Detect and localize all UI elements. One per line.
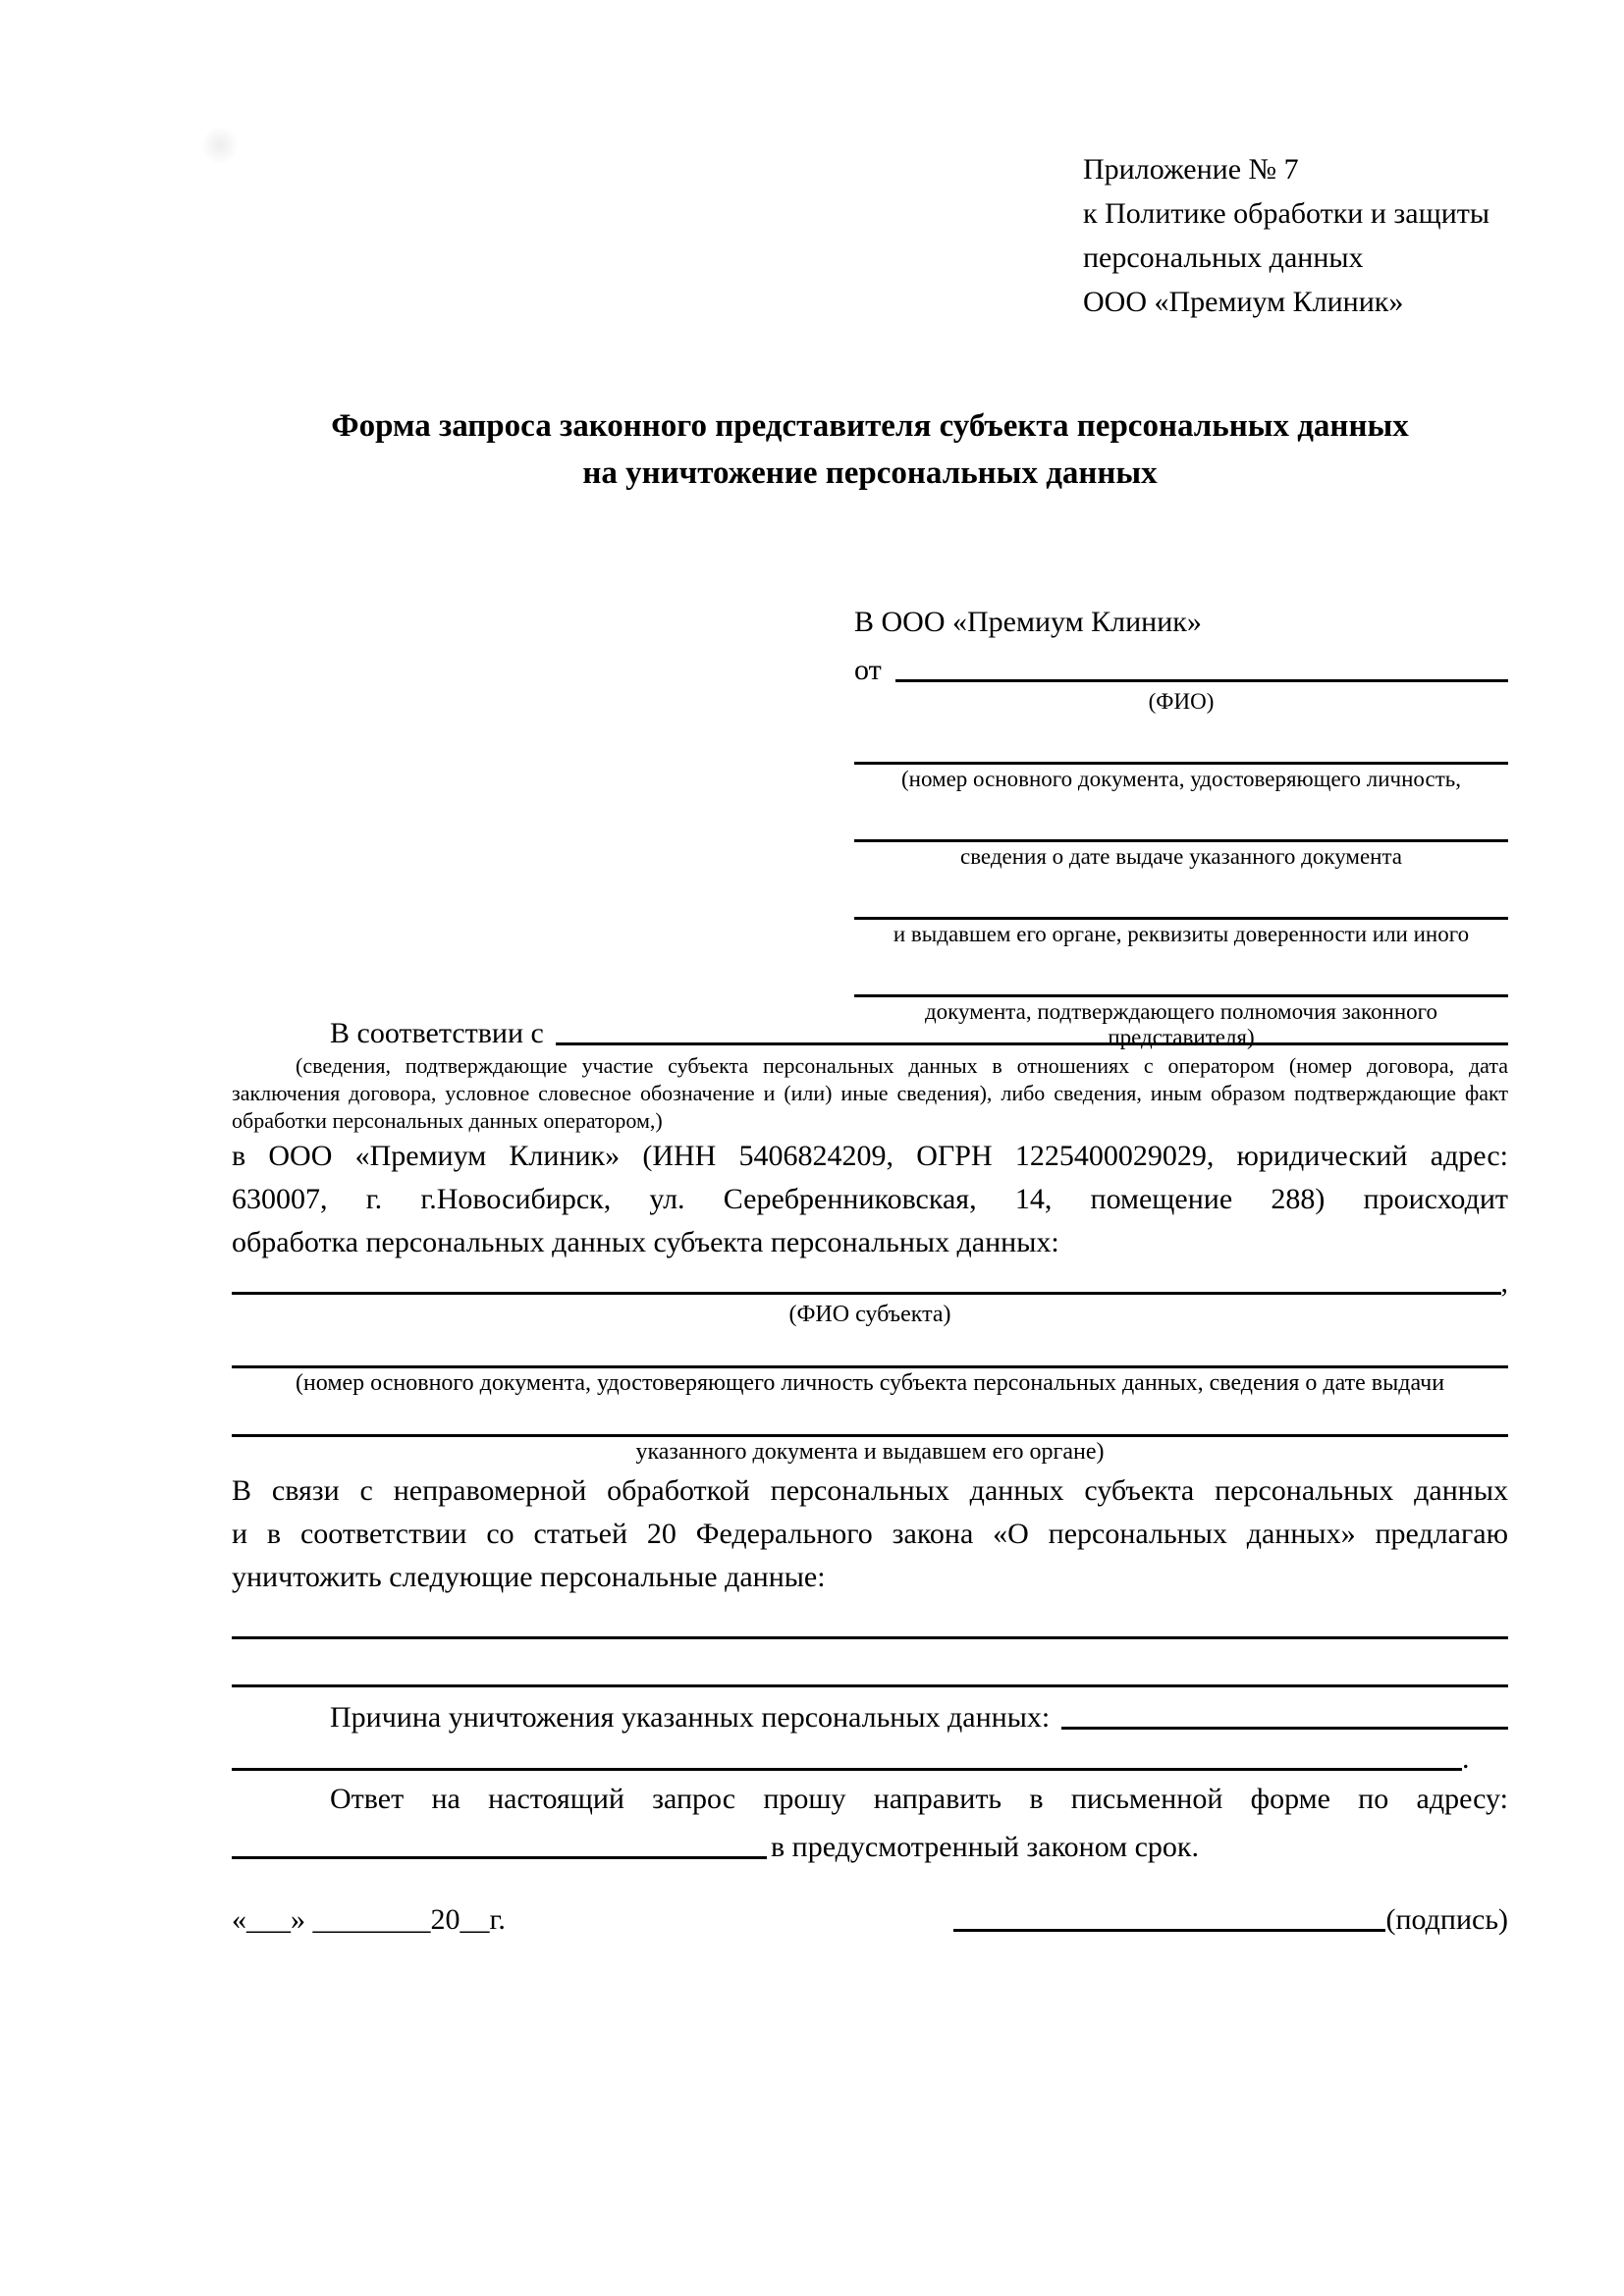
note-line: обработки персональных данных оператором,) (232, 1108, 663, 1133)
paragraph-line: и в соответствии со статьей 20 Федерального закона «О персональных данных» предлагаю (232, 1518, 1508, 1550)
subject-doc-blank-line (232, 1340, 1508, 1368)
from-label: от (854, 654, 882, 686)
header-line: Приложение № 7 (1083, 153, 1299, 186)
addressee-to: В ООО «Премиум Клиник» (854, 606, 1202, 638)
addressee-blank-line (854, 961, 1508, 997)
reason-row (232, 1693, 1508, 1735)
addressee-blank-line (854, 806, 1508, 842)
header-line: персональных данных (1083, 241, 1364, 274)
reason-lead: Причина уничтожения указанных персональных данных: (330, 1701, 1051, 1734)
paragraph-line: В связи с неправомерной обработкой персональных данных субъекта персональных данных (232, 1474, 1508, 1507)
addressee-caption: и выдавшем его органе, реквизиты доверенности или иного (893, 922, 1470, 946)
signature-caption: (подпись) (1385, 1903, 1508, 1936)
from-row (854, 644, 1508, 687)
data-blank-line (232, 1605, 1508, 1639)
paragraph-line: 630007, г. г.Новосибирск, ул. Серебренниковская, 14, помещение 288) происходит (232, 1183, 1508, 1215)
accordance-lead: В соответствии с (330, 1017, 544, 1049)
body-block (232, 1011, 1508, 1937)
subject-fio-blank-line (232, 1292, 1501, 1295)
subject-doc-caption: (номер основного документа, удостоверяющего личность субъекта персональных данных, сведения о дате выдачи (295, 1370, 1445, 1396)
paragraph-line: уничтожить следующие персональные данные: (232, 1561, 826, 1593)
address-blank-line (232, 1856, 767, 1859)
from-blank-line (895, 679, 1508, 682)
subject-doc-blank-line (232, 1409, 1508, 1437)
scan-smudge (201, 126, 239, 165)
header-block (1083, 147, 1489, 324)
signature-blank-line (953, 1929, 1385, 1932)
addressee-blank-line (854, 728, 1508, 765)
addressee-block (854, 601, 1508, 1050)
signature-group (953, 1903, 1508, 1937)
header-line: ООО «Премиум Клиник» (1083, 286, 1404, 318)
reply-paragraph (232, 1778, 1508, 1821)
data-blank-line (232, 1651, 1508, 1687)
addressee-caption: (номер основного документа, удостоверяющего личность, (900, 767, 1461, 791)
header-line: к Политике обработки и защиты (1083, 197, 1490, 230)
reply-address-row (232, 1821, 1508, 1864)
title-line: на уничтожение персональных данных (582, 455, 1158, 491)
paragraph-line: в ООО «Премиум Клиник» (ИНН 5406824209, ОГРН 1225400029029, юридический адрес: (232, 1140, 1508, 1172)
note-line: заключения договора, условное словесное обозначение и (или) иные сведения), либо сведения, иным образом подтверждающие факт (232, 1081, 1508, 1105)
title-line: Форма запроса законного представителя субъекта персональных данных (331, 408, 1409, 444)
footer-row (232, 1894, 1508, 1937)
operator-paragraph (232, 1135, 1508, 1264)
accordance-blank-line (556, 1042, 1508, 1045)
accordance-row (232, 1011, 1508, 1050)
subject-doc-caption: указанного документа и выдавшем его органе) (635, 1439, 1105, 1465)
date-line: «___» ________20__г. (232, 1903, 506, 1936)
addressee-blank-line (854, 883, 1508, 920)
subject-fio-row (232, 1264, 1508, 1300)
accordance-note (232, 1052, 1508, 1135)
fio-caption: (ФИО) (1148, 689, 1215, 714)
reply-tail: в предусмотренный законом срок. (771, 1831, 1199, 1863)
paragraph-line: обработка персональных данных субъекта персональных данных: (232, 1226, 1059, 1258)
reason-blank-line-2 (232, 1768, 1462, 1771)
note-line: (сведения, подтверждающие участие субъекта персональных данных в отношениях с оператором (номер договора, дата (296, 1053, 1508, 1078)
reason-blank-line (1061, 1727, 1508, 1730)
trailing-comma: , (1500, 1266, 1508, 1299)
trailing-period: . (1462, 1742, 1470, 1775)
addressee-caption: сведения о дате выдаче указанного документа (959, 844, 1403, 869)
paragraph-line: Ответ на настоящий запрос прошу направить в письменной форме по адресу: (330, 1783, 1508, 1815)
document-title (232, 402, 1508, 497)
reason-continuation-row (232, 1742, 1508, 1776)
subject-fio-caption: (ФИО субъекта) (788, 1302, 951, 1327)
addressee-caption: документа, подтверждающего полномочия законного представителя) (924, 999, 1437, 1049)
demand-paragraph (232, 1469, 1508, 1599)
